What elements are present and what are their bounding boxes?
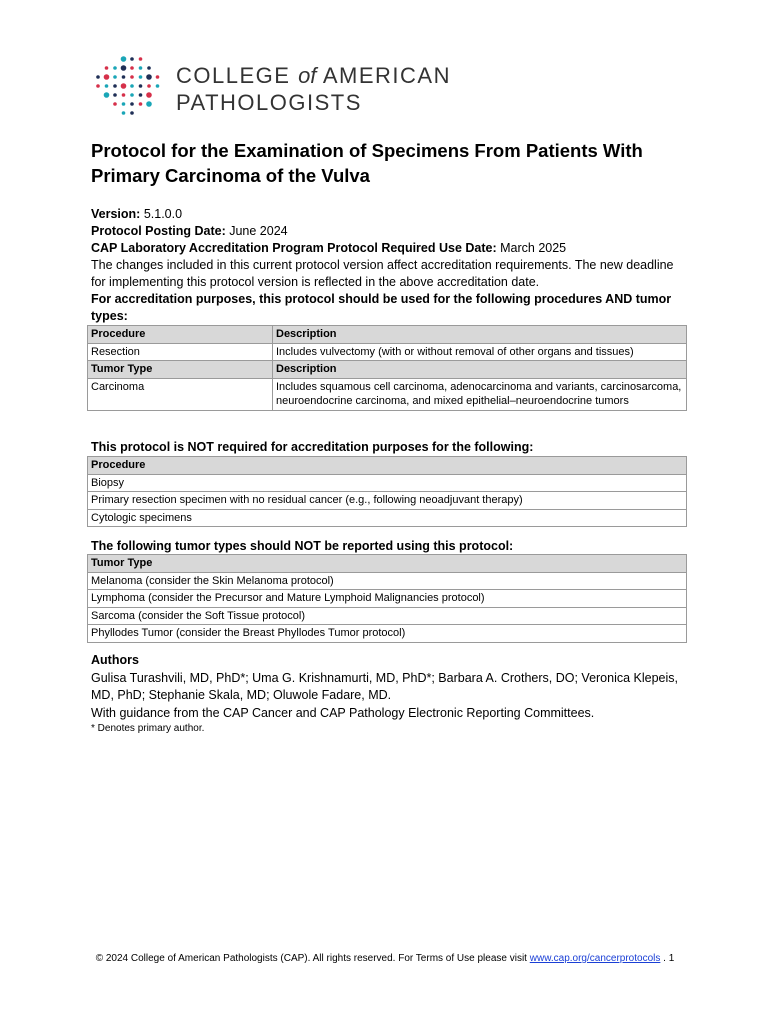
not-required-caption: This protocol is NOT required for accreditation purposes for the following:	[91, 440, 534, 454]
logo-dot	[105, 66, 109, 70]
author-names: Gulisa Turashvili, MD, PhD*; Uma G. Krishnamurti, MD, PhD*; Barbara A. Crothers, DO; Veronica Klepeis, MD, PhD; Stephanie Skala, MD; Oluwole Fadare, MD.	[91, 670, 679, 702]
primary-author-note: * Denotes primary author.	[91, 723, 205, 734]
logo-dot	[104, 74, 110, 80]
logo-dot	[139, 93, 143, 97]
logo-dot	[156, 84, 160, 88]
logo-dot	[130, 57, 134, 61]
header-tumor-type: Tumor Type	[88, 361, 273, 379]
table-row: Cytologic specimens	[88, 509, 687, 527]
logo-dot	[122, 102, 126, 106]
copyright-text: © 2024 College of American Pathologists (CAP). All rights reserved. For Terms of Use please visit	[95, 953, 527, 964]
logo-dot	[130, 84, 134, 88]
header-description: Description	[273, 361, 687, 379]
header-procedure: Procedure	[88, 457, 687, 475]
not-required-table	[87, 456, 687, 527]
cell-tumor-type: Carcinoma	[88, 378, 273, 410]
table-row	[88, 378, 687, 410]
logo-dot	[130, 111, 134, 115]
cap-logo	[94, 54, 474, 120]
logo-dot	[156, 75, 160, 79]
authors-heading: Authors	[91, 653, 139, 667]
logo-dot	[96, 75, 100, 79]
logo-dot	[146, 101, 152, 107]
logo-dot	[121, 83, 127, 89]
page-number: . 1	[663, 953, 675, 964]
procedures-tumor-types-table	[87, 325, 687, 411]
logo-dot	[147, 66, 151, 70]
header-description: Description	[273, 326, 687, 344]
logo-dot	[139, 102, 143, 106]
logo-dot	[105, 84, 109, 88]
logo-dot	[122, 75, 126, 79]
logo-dot	[121, 65, 127, 71]
table-row: Biopsy	[88, 474, 687, 492]
required-use-date-line: CAP Laboratory Accreditation Program Protocol Required Use Date: March 2025	[91, 241, 567, 255]
table-row: Primary resection specimen with no residual cancer (e.g., following neoadjuvant therapy)	[88, 492, 687, 510]
header-tumor-type: Tumor Type	[88, 555, 687, 573]
logo-dot	[146, 74, 152, 80]
authors-section	[91, 652, 691, 736]
logo-dot	[113, 102, 117, 106]
logo-dot	[96, 84, 100, 88]
logo-dot	[147, 84, 151, 88]
logo-dot	[113, 93, 117, 97]
logo-dot	[130, 75, 134, 79]
logo-dot	[122, 93, 126, 97]
version-line: Version: 5.1.0.0	[91, 207, 183, 221]
logo-dot	[121, 56, 127, 62]
table-header-row	[88, 326, 687, 344]
logo-dot	[113, 66, 117, 70]
document-title: Protocol for the Examination of Specimens From Patients With Primary Carcinoma of the Vulva	[91, 140, 643, 186]
table-row: Melanoma (consider the Skin Melanoma protocol)	[88, 572, 687, 590]
posting-date-line: Protocol Posting Date: June 2024	[91, 224, 288, 238]
logo-dot	[113, 84, 117, 88]
logo-dot	[139, 84, 143, 88]
logo-line-1: COLLEGE of AMERICAN	[176, 63, 451, 88]
table-row: Lymphoma (consider the Precursor and Mature Lymphoid Malignancies protocol)	[88, 590, 687, 608]
excluded-tumor-types-table	[87, 554, 687, 643]
cell-description: Includes squamous cell carcinoma, adenocarcinoma and variants, carcinosarcoma, neuroendocrine carcinoma, and mixed epithelial–neuroendocrine tumors	[273, 378, 687, 410]
table-header-row	[88, 361, 687, 379]
table-row: Phyllodes Tumor (consider the Breast Phyllodes Tumor protocol)	[88, 625, 687, 643]
logo-dot	[139, 66, 143, 70]
logo-dot	[113, 75, 117, 79]
accreditation-statement: For accreditation purposes, this protocol should be used for the following procedures AND tumor types:	[91, 292, 672, 323]
cell-description: Includes vulvectomy (with or without removal of other organs and tissues)	[273, 343, 687, 361]
page-footer	[0, 953, 770, 964]
cell-procedure: Resection	[88, 343, 273, 361]
logo-dot	[139, 57, 143, 61]
logo-dot	[139, 75, 143, 79]
table-row	[88, 343, 687, 361]
logo-dot	[122, 111, 126, 115]
cap-dot-grid-logo-icon	[94, 54, 164, 120]
table-row: Sarcoma (consider the Soft Tissue protocol)	[88, 607, 687, 625]
logo-dot	[130, 102, 134, 106]
cancer-protocols-link[interactable]: www.cap.org/cancerprotocols	[529, 953, 661, 964]
guidance-line: With guidance from the CAP Cancer and CAP Pathology Electronic Reporting Committees.	[91, 705, 595, 720]
header-procedure: Procedure	[88, 326, 273, 344]
logo-dot	[130, 93, 134, 97]
excluded-tumors-caption: The following tumor types should NOT be reported using this protocol:	[91, 539, 514, 553]
logo-dot	[104, 92, 110, 98]
protocol-metadata	[91, 206, 691, 325]
changes-paragraph: The changes included in this current protocol version affect accreditation requirements. The new deadline for implementing this protocol version is reflected in the above accreditation date.	[91, 258, 674, 289]
logo-dot	[130, 66, 134, 70]
logo-dot	[146, 92, 152, 98]
logo-line-2: PATHOLOGISTS	[176, 90, 362, 115]
